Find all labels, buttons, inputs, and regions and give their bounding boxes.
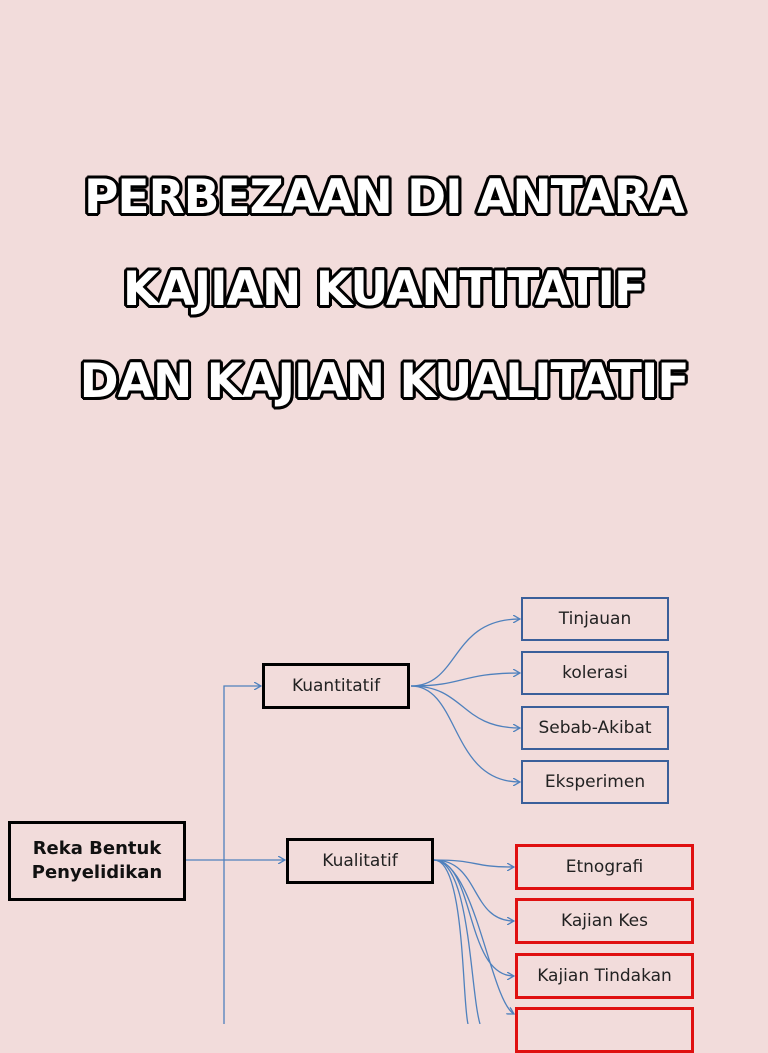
leaf-node-label: Sebab-Akibat xyxy=(538,718,652,738)
connector-kualitatif-offscreen-1 xyxy=(434,860,480,1024)
leaf-node-eksperimen xyxy=(521,760,669,804)
leaf-node-etnografi xyxy=(515,844,694,890)
leaf-node-tinjauan xyxy=(521,597,669,641)
leaf-node-label: kolerasi xyxy=(562,663,628,683)
branch-node-kuantitatif xyxy=(262,663,410,709)
connector-kuantitatif-tinjauan xyxy=(411,619,520,686)
leaf-node-kajian-tindakan xyxy=(515,953,694,999)
leaf-node-sebab-akibat xyxy=(521,706,669,750)
root-node-line-2: Penyelidikan xyxy=(31,862,163,883)
branch-node-label: Kuantitatif xyxy=(291,676,381,696)
title-line-1: PERBEZAAN DI ANTARA xyxy=(83,170,685,225)
leaf-node-kajian-kes xyxy=(515,898,694,944)
connector-trunk xyxy=(224,686,261,1024)
branch-node-kualitatif xyxy=(286,838,434,884)
connector-kuantitatif-sebab-akibat xyxy=(411,686,520,728)
leaf-node-label: Etnografi xyxy=(565,857,644,877)
connector-kualitatif-kajian-tindakan xyxy=(434,860,514,976)
connector-kuantitatif-eksperimen xyxy=(411,686,520,782)
leaf-node-label: Kajian Kes xyxy=(561,911,648,931)
connector-kualitatif-offscreen-2 xyxy=(434,860,468,1024)
title-line-3: DAN KAJIAN KUALITATIF xyxy=(79,354,689,409)
title-line-2: KAJIAN KUANTITATIF xyxy=(122,262,646,317)
leaf-node-cut-off xyxy=(515,1007,694,1053)
leaf-node-label: Kajian Tindakan xyxy=(537,966,672,986)
leaf-node-kolerasi xyxy=(521,651,669,695)
root-node xyxy=(8,821,186,901)
branch-node-label: Kualitatif xyxy=(322,851,398,871)
leaf-node-label: Tinjauan xyxy=(558,609,632,629)
root-node-line-1: Reka Bentuk xyxy=(32,837,162,859)
connector-kuantitatif-kolerasi xyxy=(411,673,520,686)
leaf-node-label: Eksperimen xyxy=(544,772,646,792)
